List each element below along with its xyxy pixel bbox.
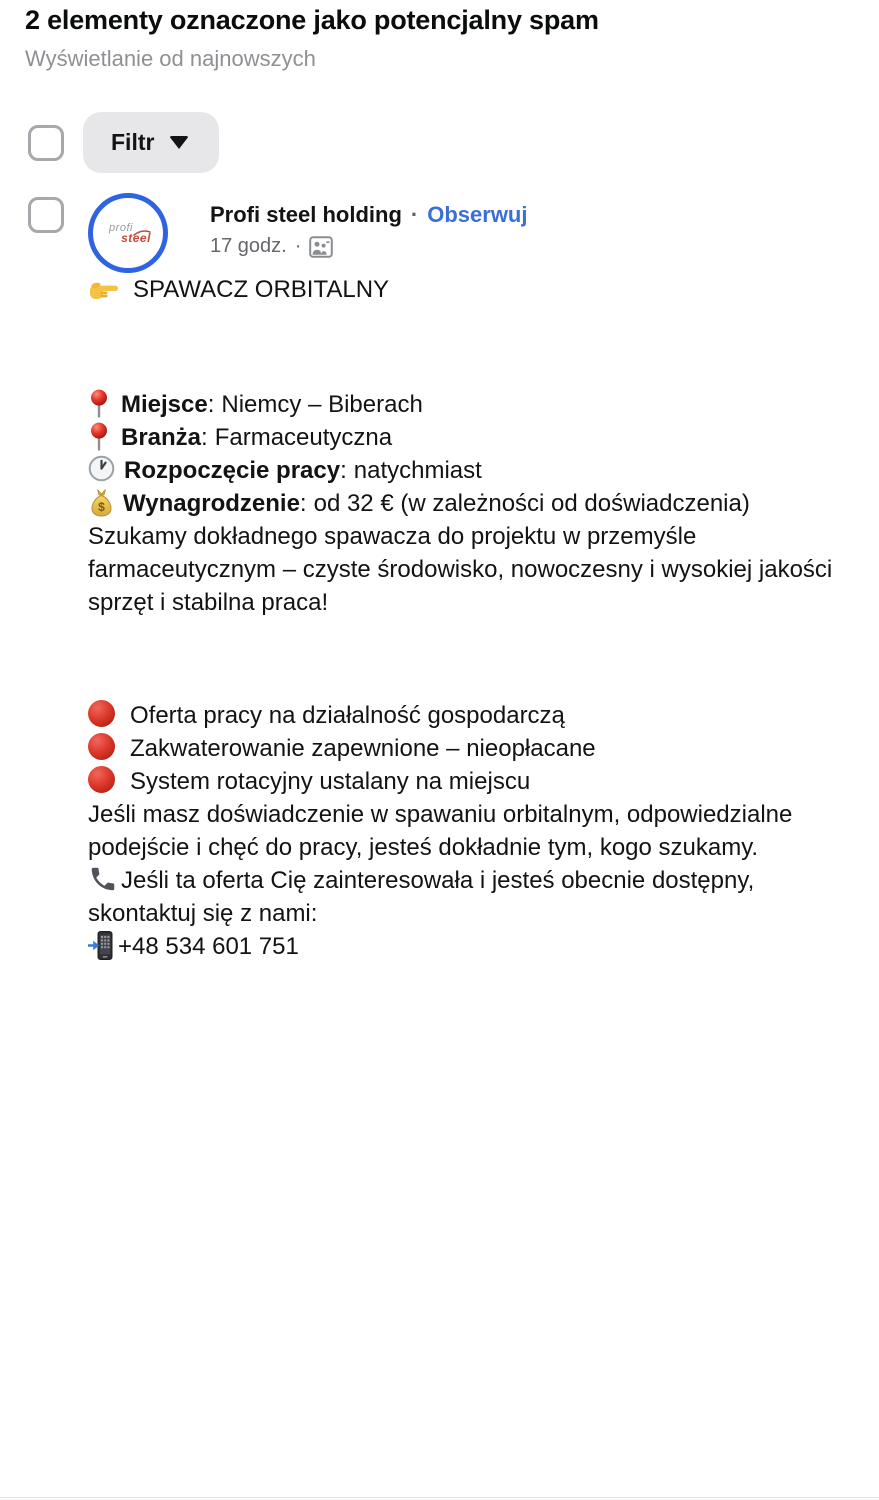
post-body <box>88 273 836 963</box>
conditions-list <box>88 699 836 798</box>
post-paragraph-intro: Szukamy dokładnego spawacza do projektu w przemyśle farmaceutycznym – czyste środowisko, nowoczesny i wysokiej jakości sprzęt i stabilna praca! <box>88 523 833 616</box>
pointing-right-hand-icon <box>88 277 120 303</box>
detail-salary: $ Wynagrodzenie: od 32 € (w zależności od doświadczenia) <box>88 487 836 520</box>
post-meta-line <box>210 235 527 258</box>
select-all-checkbox[interactable] <box>28 125 64 161</box>
job-details <box>88 388 836 520</box>
post-title-line <box>88 273 836 306</box>
post-timestamp: 17 godz. <box>210 235 287 257</box>
red-circle-icon <box>88 766 115 793</box>
spam-review-page <box>0 4 879 1500</box>
name-separator-dot: · <box>410 202 419 227</box>
author-block <box>210 193 527 258</box>
group-members-icon <box>309 236 333 258</box>
avatar-logo-swoosh <box>133 228 151 238</box>
clock-icon <box>88 455 115 482</box>
phone-number-line: +48 534 601 751 <box>88 930 836 963</box>
money-bag-icon <box>88 488 115 517</box>
avatar-logo-text-bottom: steel <box>121 230 151 245</box>
author-name-line <box>210 201 527 228</box>
post-header <box>28 193 879 273</box>
pushpin-icon <box>88 422 110 451</box>
filter-button[interactable] <box>83 112 219 173</box>
post-select-checkbox[interactable] <box>28 197 64 233</box>
page-title: 2 elementy oznaczone jako potencjalny spam <box>25 5 599 35</box>
post-title: SPAWACZ ORBITALNY <box>133 276 390 303</box>
follow-link[interactable]: Obserwuj <box>427 202 528 227</box>
author-name-link[interactable]: Profi steel holding <box>210 202 402 227</box>
post-paragraph-requirements: Jeśli masz doświadczenie w spawaniu orbitalnym, odpowiedzialne podejście i chęć do pracy, jesteś dokładnie tym, kogo szukamy. <box>88 801 793 861</box>
detail-location: Miejsce: Niemcy – Biberach <box>88 388 836 421</box>
page-subtitle: Wyświetlanie od najnowszych <box>25 46 316 71</box>
red-circle-icon <box>88 700 115 727</box>
detail-start-date: Rozpoczęcie pracy: natychmiast <box>88 454 836 487</box>
meta-separator-dot: · <box>294 235 302 257</box>
filter-button-label: Filtr <box>111 129 155 155</box>
mobile-phone-arrow-icon <box>88 930 114 961</box>
list-item: Zakwaterowanie zapewnione – nieopłacane <box>88 732 836 765</box>
telephone-receiver-icon <box>88 864 118 894</box>
list-item: Oferta pracy na działalność gospodarczą <box>88 699 836 732</box>
caret-down-icon <box>169 136 189 149</box>
author-avatar[interactable] <box>88 193 168 273</box>
filter-row <box>28 112 879 173</box>
pushpin-icon <box>88 389 110 418</box>
list-item: System rotacyjny ustalany na miejscu <box>88 765 836 798</box>
contact-paragraph: Jeśli ta oferta Cię zainteresowała i jesteś obecnie dostępny, skontaktuj się z nami: <box>88 864 836 930</box>
svg-text:$: $ <box>98 500 105 514</box>
detail-industry: Branża: Farmaceutyczna <box>88 421 836 454</box>
red-circle-icon <box>88 733 115 760</box>
avatar-logo-text-top: profi <box>109 221 133 234</box>
